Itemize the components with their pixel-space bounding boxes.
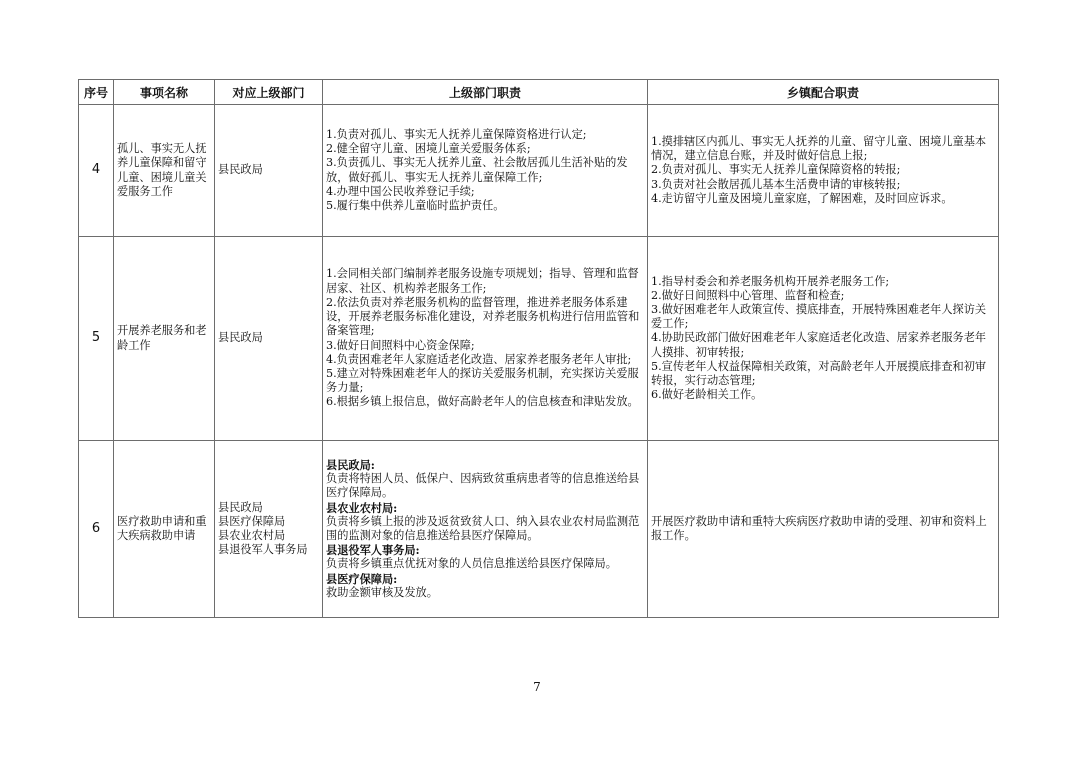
duty-line: 3.负责对社会散居孤儿基本生活费申请的审核转报; <box>651 177 901 191</box>
row-number: 6 <box>79 441 114 618</box>
township-duties <box>648 237 999 441</box>
header-township-duties: 乡镇配合职责 <box>648 80 999 105</box>
header-no: 序号 <box>79 80 114 105</box>
header-row <box>79 80 999 105</box>
upper-duties <box>323 237 648 441</box>
section-text: 负责将乡镇上报的涉及返贫致贫人口、纳入县农业农村局监测范围的监测对象的信息推送给县医疗保障局。 <box>326 514 640 542</box>
duty-line: 1.指导村委会和养老服务机构开展养老服务工作; <box>651 274 890 288</box>
header-upper-duties: 上级部门职责 <box>323 80 648 105</box>
duty-line: 1.摸排辖区内孤儿、事实无人抚养的儿童、留守儿童、困境儿童基本情况，建立信息台账，并及时做好信息上报; <box>651 134 987 163</box>
duty-line: 5.宣传老年人权益保障相关政策，对高龄老年人开展摸底排查和初审转报，实行动态管理; <box>651 359 987 387</box>
dept-name <box>215 441 323 618</box>
duty-line: 2.健全留守儿童、困境儿童关爱服务体系; <box>326 142 531 156</box>
duty-line: 2.负责对孤儿、事实无人抚养儿童保障资格的转报; <box>651 163 901 177</box>
duty-line: 3.做好日间照料中心资金保障; <box>326 338 475 352</box>
table-row <box>79 441 999 618</box>
township-duties <box>648 105 999 237</box>
section-dept-heading: 县退役军人事务局: <box>326 543 420 558</box>
duty-line: 2.做好日间照料中心管理、监督和检查; <box>651 288 845 302</box>
dept-line: 县退役军人事务局 <box>218 543 308 557</box>
duty-line: 4.负责困难老年人家庭适老化改造、居家养老服务老年人审批; <box>326 352 632 366</box>
duty-line: 4.协助民政部门做好困难老年人家庭适老化改造、居家养老服务老年人摸排、初审转报; <box>651 331 987 359</box>
section-text: 负责将特困人员、低保户、因病致贫重病患者等的信息推送给县医疗保障局。 <box>326 472 640 500</box>
row-number: 5 <box>79 237 114 441</box>
upper-duties <box>323 441 648 618</box>
section-dept-heading: 县民政局: <box>326 457 375 472</box>
dept-name: 县民政局 <box>215 105 323 237</box>
duty-line: 4.办理中国公民收养登记手续; <box>326 184 475 198</box>
section-text: 救助金额审核及发放。 <box>326 585 438 599</box>
duty-table <box>78 79 999 618</box>
section-dept-heading: 县医疗保障局: <box>326 571 398 586</box>
duty-line: 1.会同相关部门编制养老服务设施专项规划；指导、管理和监督居家、社区、机构养老服务工作; <box>326 267 639 295</box>
header-dept: 对应上级部门 <box>215 80 323 105</box>
section-dept-heading: 县农业农村局: <box>326 500 398 515</box>
section-text: 负责将乡镇重点优抚对象的人员信息推送给县医疗保障局。 <box>326 557 617 571</box>
upper-duties <box>323 105 648 237</box>
duty-line: 1.负责对孤儿、事实无人抚养儿童保障资格进行认定; <box>326 127 587 141</box>
duty-line: 6.做好老龄相关工作。 <box>651 388 763 402</box>
duty-line: 5.履行集中供养儿童临时监护责任。 <box>326 198 505 212</box>
dept-line: 县民政局 <box>218 500 263 514</box>
duty-line: 3.做好困难老年人政策宣传、摸底排查，开展特殊困难老年人探访关爱工作; <box>651 302 987 331</box>
duty-line: 3.负责孤儿、事实无人抚养儿童、社会散居孤儿生活补贴的发放，做好孤儿、事实无人抚养儿童保障工作; <box>326 156 628 184</box>
item-name: 医疗救助申请和重大疾病救助申请 <box>114 441 215 618</box>
row-number: 4 <box>79 105 114 237</box>
item-name: 孤儿、事实无人抚养儿童保障和留守儿童、困境儿童关爱服务工作 <box>114 105 215 237</box>
dept-line: 县农业农村局 <box>218 529 286 542</box>
page-number: 7 <box>533 680 541 694</box>
duty-line: 开展医疗救助申请和重特大疾病医疗救助申请的受理、初审和资料上报工作。 <box>651 514 987 542</box>
item-name: 开展养老服务和老龄工作 <box>114 237 215 441</box>
duty-line: 2.依法负责对养老服务机构的监督管理，推进养老服务体系建设，开展养老服务标准化建设，对养老服务机构进行信用监管和备案管理; <box>326 295 640 338</box>
dept-line: 县医疗保障局 <box>218 514 286 528</box>
duty-line: 4.走访留守儿童及困境儿童家庭，了解困难，及时回应诉求。 <box>651 191 953 205</box>
dept-name: 县民政局 <box>215 237 323 441</box>
township-duties <box>648 441 999 618</box>
header-item-name: 事项名称 <box>114 80 215 105</box>
duty-line: 6.根据乡镇上报信息，做好高龄老年人的信息核查和津贴发放。 <box>326 395 639 409</box>
table-row <box>79 105 999 237</box>
duty-line: 5.建立对特殊困难老年人的探访关爱服务机制，充实探访关爱服务力量; <box>326 366 639 395</box>
table-row <box>79 237 999 441</box>
